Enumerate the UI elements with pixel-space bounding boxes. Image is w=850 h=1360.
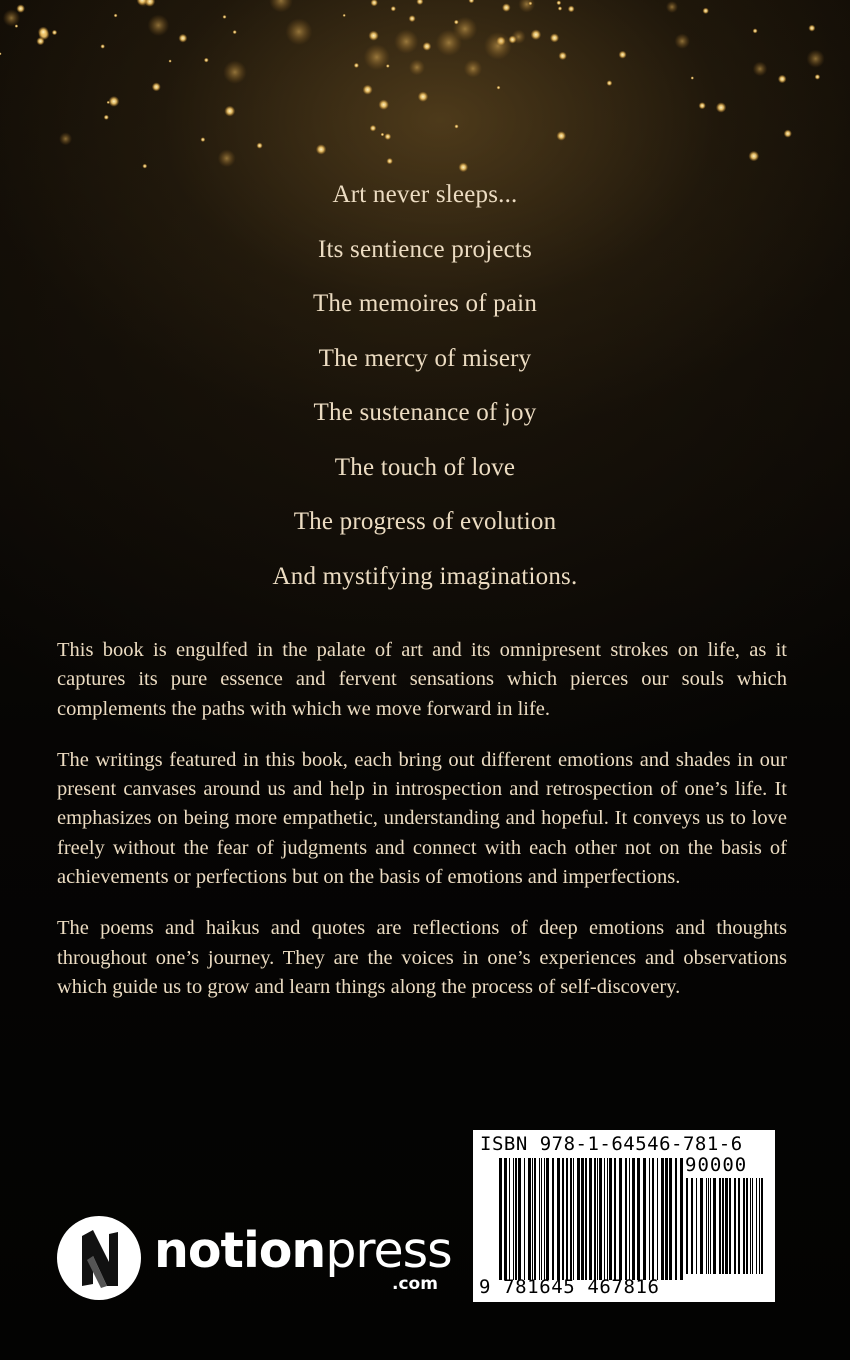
barcode-bar	[738, 1178, 740, 1274]
sparkle	[370, 125, 377, 132]
sparkle	[436, 30, 462, 56]
poem-line: The touch of love	[334, 453, 516, 481]
barcode-bar	[585, 1158, 587, 1280]
barcode-bar	[669, 1158, 672, 1280]
publisher-name-light: press	[325, 1222, 452, 1279]
sparkle	[518, 0, 535, 13]
sparkle	[807, 50, 825, 68]
sparkle	[381, 133, 385, 137]
poem	[0, 168, 850, 604]
sparkle	[619, 51, 627, 59]
sparkle	[497, 86, 501, 90]
barcode-bar	[518, 1158, 521, 1280]
notionpress-n-logo-icon	[57, 1216, 141, 1300]
publisher-wordmark	[154, 1222, 452, 1280]
barcode-bar	[761, 1178, 763, 1274]
barcode-bar	[629, 1158, 630, 1280]
barcode-bar	[652, 1158, 654, 1280]
barcode-bar	[607, 1158, 608, 1280]
barcode-bar	[597, 1158, 598, 1280]
price-code: 90000	[685, 1154, 748, 1176]
isbn-barcode	[473, 1130, 775, 1302]
barcode-bar	[539, 1158, 540, 1280]
sparkle	[3, 9, 20, 26]
sparkle	[675, 34, 690, 49]
sparkle	[387, 158, 393, 164]
sparkle	[484, 32, 512, 60]
sparkle	[394, 29, 418, 53]
sparkle	[753, 28, 758, 33]
sparkle	[558, 6, 562, 10]
sparkle	[204, 58, 209, 63]
sparkle	[607, 80, 613, 86]
barcode-bar	[708, 1178, 709, 1274]
poem-line: The progress of evolution	[293, 508, 557, 535]
sparkle	[716, 102, 726, 112]
sparkle	[59, 132, 72, 145]
sparkle	[369, 31, 379, 41]
barcode-bar	[552, 1158, 554, 1280]
sparkle	[556, 0, 561, 5]
sparkle	[109, 96, 120, 107]
sparkle	[391, 6, 396, 11]
blurb-paragraph: The writings featured in this book, each bring out different emotions and shades in our present canvases around us and help in introspection and retrospection of one’s life. It emphasizes on being more empathetic, understanding and hopeful. It conveys us to love freely without the fear of judgments and connect with each other not on the basis of achievements or perfections but on the basis of emotions and imperfections.	[57, 748, 787, 889]
poem-line: The memoires of pain	[312, 290, 538, 317]
barcode-bar	[675, 1158, 677, 1280]
barcode-bar	[752, 1178, 753, 1274]
sparkle	[409, 59, 425, 75]
blurb-paragraph: This book is engulfed in the palate of art and its omnipresent strokes on life, as it captures its pure essence and fervent sensations which pierces our souls which complements the paths with which we move forward in life.	[57, 639, 787, 720]
sparkle	[364, 44, 390, 70]
barcode-bar	[577, 1158, 580, 1280]
poem-line: The mercy of misery	[318, 344, 532, 372]
sparkle	[703, 8, 709, 14]
barcode-bar	[546, 1158, 549, 1280]
barcode-bar	[729, 1178, 731, 1274]
poem-line: Its sentience projects	[317, 235, 533, 263]
barcode-bar	[722, 1178, 724, 1274]
barcode-bar	[632, 1158, 635, 1280]
sparkle	[269, 0, 293, 12]
barcode-bar	[573, 1158, 574, 1280]
barcode-bar	[581, 1158, 584, 1280]
barcode-bar	[528, 1158, 531, 1280]
barcode-bar	[657, 1158, 658, 1280]
publisher-logo	[57, 1216, 457, 1306]
barcode-bar	[710, 1178, 711, 1274]
poem-line: The sustenance of joy	[313, 399, 537, 426]
sparkle	[38, 27, 49, 38]
barcode-bar	[604, 1158, 605, 1280]
sparkle	[418, 92, 428, 102]
barcode-bar	[649, 1158, 650, 1280]
barcode-bar	[532, 1158, 533, 1280]
poem-line: Art never sleeps...	[332, 181, 518, 208]
sparkle	[749, 151, 760, 162]
sparkle	[16, 4, 25, 13]
sparkle	[286, 18, 313, 45]
sparkle	[511, 30, 525, 44]
barcode-bar	[594, 1158, 596, 1280]
sparkle	[343, 14, 346, 17]
barcode-bar	[756, 1178, 757, 1274]
sparkle	[379, 100, 389, 110]
sparkle	[666, 1, 678, 13]
barcode-bar	[513, 1158, 514, 1280]
sparkle	[371, 0, 378, 6]
sparkle	[104, 115, 109, 120]
sparkle	[354, 63, 359, 68]
sparkle	[423, 42, 432, 51]
barcode-number: 9 781645 467816	[479, 1276, 660, 1298]
barcode-bar	[562, 1158, 564, 1280]
barcode-bar	[557, 1158, 560, 1280]
sparkle	[416, 0, 423, 5]
barcode-bar	[696, 1178, 697, 1274]
barcode-bar	[759, 1178, 760, 1274]
barcode-bar	[589, 1158, 592, 1280]
sparkle	[808, 25, 815, 32]
sparkle	[316, 144, 326, 154]
sparkle	[148, 14, 170, 36]
barcode-bar	[614, 1158, 616, 1280]
barcode-bar	[680, 1158, 683, 1280]
barcode-bar	[661, 1158, 664, 1280]
sparkle	[52, 30, 57, 35]
sparkle	[815, 74, 821, 80]
barcode-bar	[686, 1178, 688, 1274]
barcode-bar	[499, 1158, 502, 1280]
barcode-bar	[544, 1158, 545, 1280]
barcode-bar	[504, 1158, 507, 1280]
poem-line: And mystifying imaginations.	[272, 562, 578, 590]
sparkle	[454, 124, 458, 128]
sparkle	[152, 82, 161, 91]
barcode-bar	[524, 1158, 525, 1280]
barcode-addon-bars	[686, 1178, 768, 1274]
sparkle	[100, 44, 105, 49]
sparkle	[691, 76, 694, 79]
sparkle	[568, 5, 575, 12]
barcode-bar	[643, 1158, 646, 1280]
barcode-bar	[619, 1158, 622, 1280]
isbn-label: ISBN 978-1-64546-781-6	[480, 1133, 743, 1155]
barcode-bar	[746, 1178, 748, 1274]
barcode-bar	[713, 1178, 716, 1274]
barcode-bar	[743, 1178, 745, 1274]
sparkle	[778, 75, 787, 84]
sparkle	[531, 29, 542, 40]
barcode-bar	[534, 1158, 536, 1280]
barcode-bar	[691, 1178, 693, 1274]
sparkle	[224, 106, 235, 117]
barcode-bar	[725, 1178, 728, 1274]
sparkle	[363, 85, 373, 95]
sparkle	[469, 0, 475, 3]
barcode-bar	[541, 1158, 542, 1280]
sparkle	[557, 131, 567, 141]
sparkle	[223, 60, 246, 83]
sparkle	[753, 62, 768, 77]
sparkle	[409, 15, 416, 22]
sparkle	[454, 20, 459, 25]
barcode-bar	[599, 1158, 602, 1280]
sparkle	[502, 3, 511, 12]
barcode-bar	[719, 1178, 721, 1274]
barcode-bar	[700, 1178, 703, 1274]
barcode-bar	[625, 1158, 627, 1280]
sparkle	[223, 15, 227, 19]
sparkle	[559, 52, 567, 60]
sparkle	[218, 149, 236, 167]
sparkle	[784, 130, 792, 138]
barcode-bar	[637, 1158, 640, 1280]
barcode-bar	[665, 1158, 668, 1280]
barcode-bar	[509, 1158, 510, 1280]
sparkle	[0, 52, 2, 55]
barcode-bar	[570, 1158, 572, 1280]
sparkle	[386, 64, 390, 68]
book-blurb	[57, 636, 787, 1024]
sparkle	[114, 14, 118, 18]
barcode-bar	[734, 1178, 736, 1274]
sparkle	[384, 133, 391, 140]
barcode-bars	[499, 1158, 684, 1280]
barcode-bar	[566, 1158, 568, 1280]
blurb-paragraph: The poems and haikus and quotes are reflections of deep emotions and thoughts throughout one’s journey. They are the voices in one’s experiences and observations which guide us to grow and learn things along the process of self-discovery.	[57, 917, 787, 998]
barcode-bar	[609, 1158, 612, 1280]
sparkle	[201, 137, 206, 142]
sparkle	[169, 60, 172, 63]
sparkle	[464, 60, 482, 78]
publisher-domain: .com	[392, 1274, 438, 1294]
publisher-name-bold: notion	[154, 1222, 326, 1279]
sparkle	[233, 30, 237, 34]
sparkle	[550, 33, 559, 42]
barcode-bar	[515, 1158, 517, 1280]
sparkle	[257, 143, 263, 149]
barcode-bar	[706, 1178, 707, 1274]
barcode-bar	[750, 1178, 751, 1274]
sparkle	[179, 34, 188, 43]
sparkle	[699, 102, 706, 109]
